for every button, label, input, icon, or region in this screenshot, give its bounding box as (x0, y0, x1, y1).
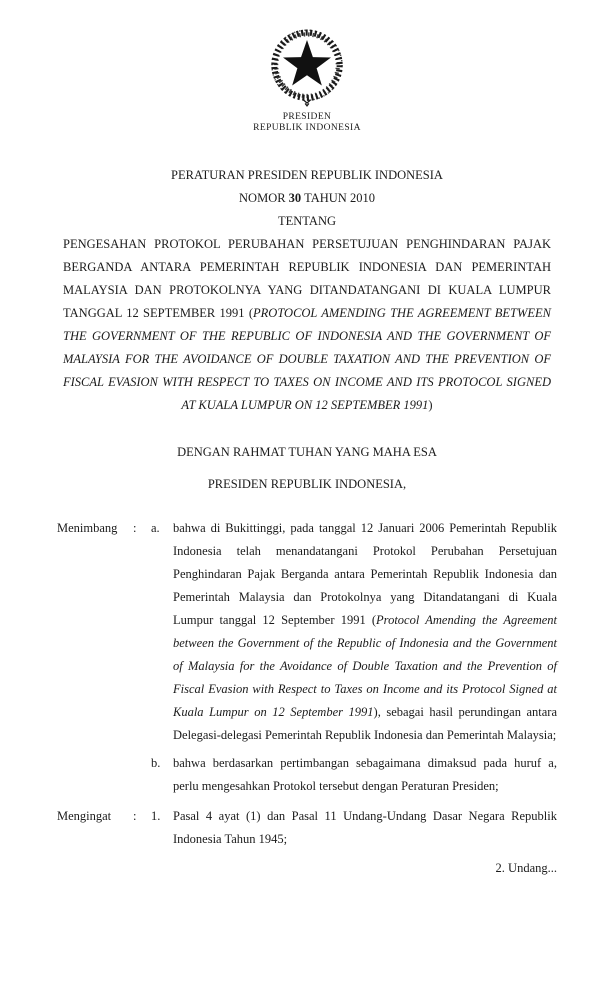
item-marker-b: b. (151, 756, 161, 770)
menimbang-item-b-text: bahwa berdasarkan pertimbangan sebagaimana dimaksud pada huruf a, perlu mengesahkan Protokol tersebut dengan Peraturan Presiden; (173, 756, 557, 793)
subject-english-italic-part: PROTOCOL AMENDING THE AGREEMENT BETWEEN THE GOVERNMENT OF THE REPUBLIC OF INDONESIA AND THE GOVERNMENT OF MALAYSIA FOR THE AVOIDANCE OF DOUBLE TAXATION AND THE PREVENTION OF FISCAL EVASION WITH RESPECT TO TAXES ON INCOME AND ITS PROTOCOL SIGNED AT KUALA LUMPUR ON 12 SEPTEMBER 1991 (63, 306, 551, 412)
letterhead (57, 26, 557, 134)
mengingat-item-1-text: Pasal 4 ayat (1) dan Pasal 11 Undang-Undang Dasar Negara Republik Indonesia Tahun 1945; (173, 809, 557, 846)
subject-title (63, 233, 551, 417)
menimbang-label: Menimbang (57, 521, 118, 535)
invocation-line: DENGAN RAHMAT TUHAN YANG MAHA ESA (177, 445, 437, 459)
document-title-block (57, 164, 557, 233)
item-marker-1: 1. (151, 809, 161, 823)
org-line-republik-indonesia: REPUBLIK INDONESIA (253, 123, 361, 133)
regulation-number-line (57, 187, 557, 210)
item-a-italic-run: Protocol Amending the Agreement between the Government of the Republic of Indonesia and the Government of Malaysia for the Avoidance of Double Taxation and the Prevention of Fiscal Evasion with Respect to Taxes on Income and its Protocol Signed at Kuala Lumpur on 12 September 1991 (173, 613, 557, 719)
menimbang-item-a-text (173, 517, 557, 747)
menimbang-item-b (57, 752, 557, 798)
mengingat-item-1 (57, 805, 557, 851)
regulation-title: PERATURAN PRESIDEN REPUBLIK INDONESIA (171, 168, 443, 182)
subject-closing-paren: ) (428, 398, 433, 412)
org-line-presiden: PRESIDEN (282, 112, 332, 122)
item-a-roman-tail: ), sebagai hasil perundingan antara Delegasi-delegasi Pemerintah Republik Indonesia dan Pemerintah Malaysia; (173, 705, 558, 742)
nomor-label: NOMOR (239, 191, 286, 205)
preambulatory-clauses (57, 517, 557, 880)
menimbang-item-a (57, 517, 557, 747)
item-marker-a: a. (151, 521, 160, 535)
mengingat-label: Mengingat (57, 809, 112, 823)
nomor-value: 30 (288, 191, 302, 205)
subject-indonesian-part: PENGESAHAN PROTOKOL PERUBAHAN PERSETUJUAN PENGHINDARAN PAJAK BERGANDA ANTARA PEMERINTAH REPUBLIK INDONESIA DAN PEMERINTAH MALAYSIA DAN PROTOKOLNYA YANG DITANDATANGANI DI KUALA LUMPUR TANGGAL 12 SEPTEMBER 1991 ( (63, 237, 551, 320)
tahun-label: TAHUN 2010 (304, 191, 375, 205)
menimbang-colon: : (133, 521, 137, 535)
page-continuation-catchword: 2. Undang... (495, 861, 557, 875)
issuer-line: PRESIDEN REPUBLIK INDONESIA, (207, 477, 407, 491)
colon-spacer (133, 752, 151, 798)
item-a-roman-lead: bahwa di Bukittinggi, pada tanggal 12 Januari 2006 Pemerintah Republik Indonesia telah menandatangani Protokol Perubahan Persetujuan Penghindaran Pajak Berganda antara Pemerintah Republik Indonesia dan Pemerintah Malaysia dan Protokolnya yang Ditandatangani di Kuala Lumpur tanggal 12 September 1991 ( (173, 521, 557, 627)
tentang-label: TENTANG (277, 214, 336, 228)
mengingat-colon: : (133, 809, 137, 823)
presidential-wreath-star-seal (264, 26, 350, 110)
label-spacer (57, 752, 133, 798)
